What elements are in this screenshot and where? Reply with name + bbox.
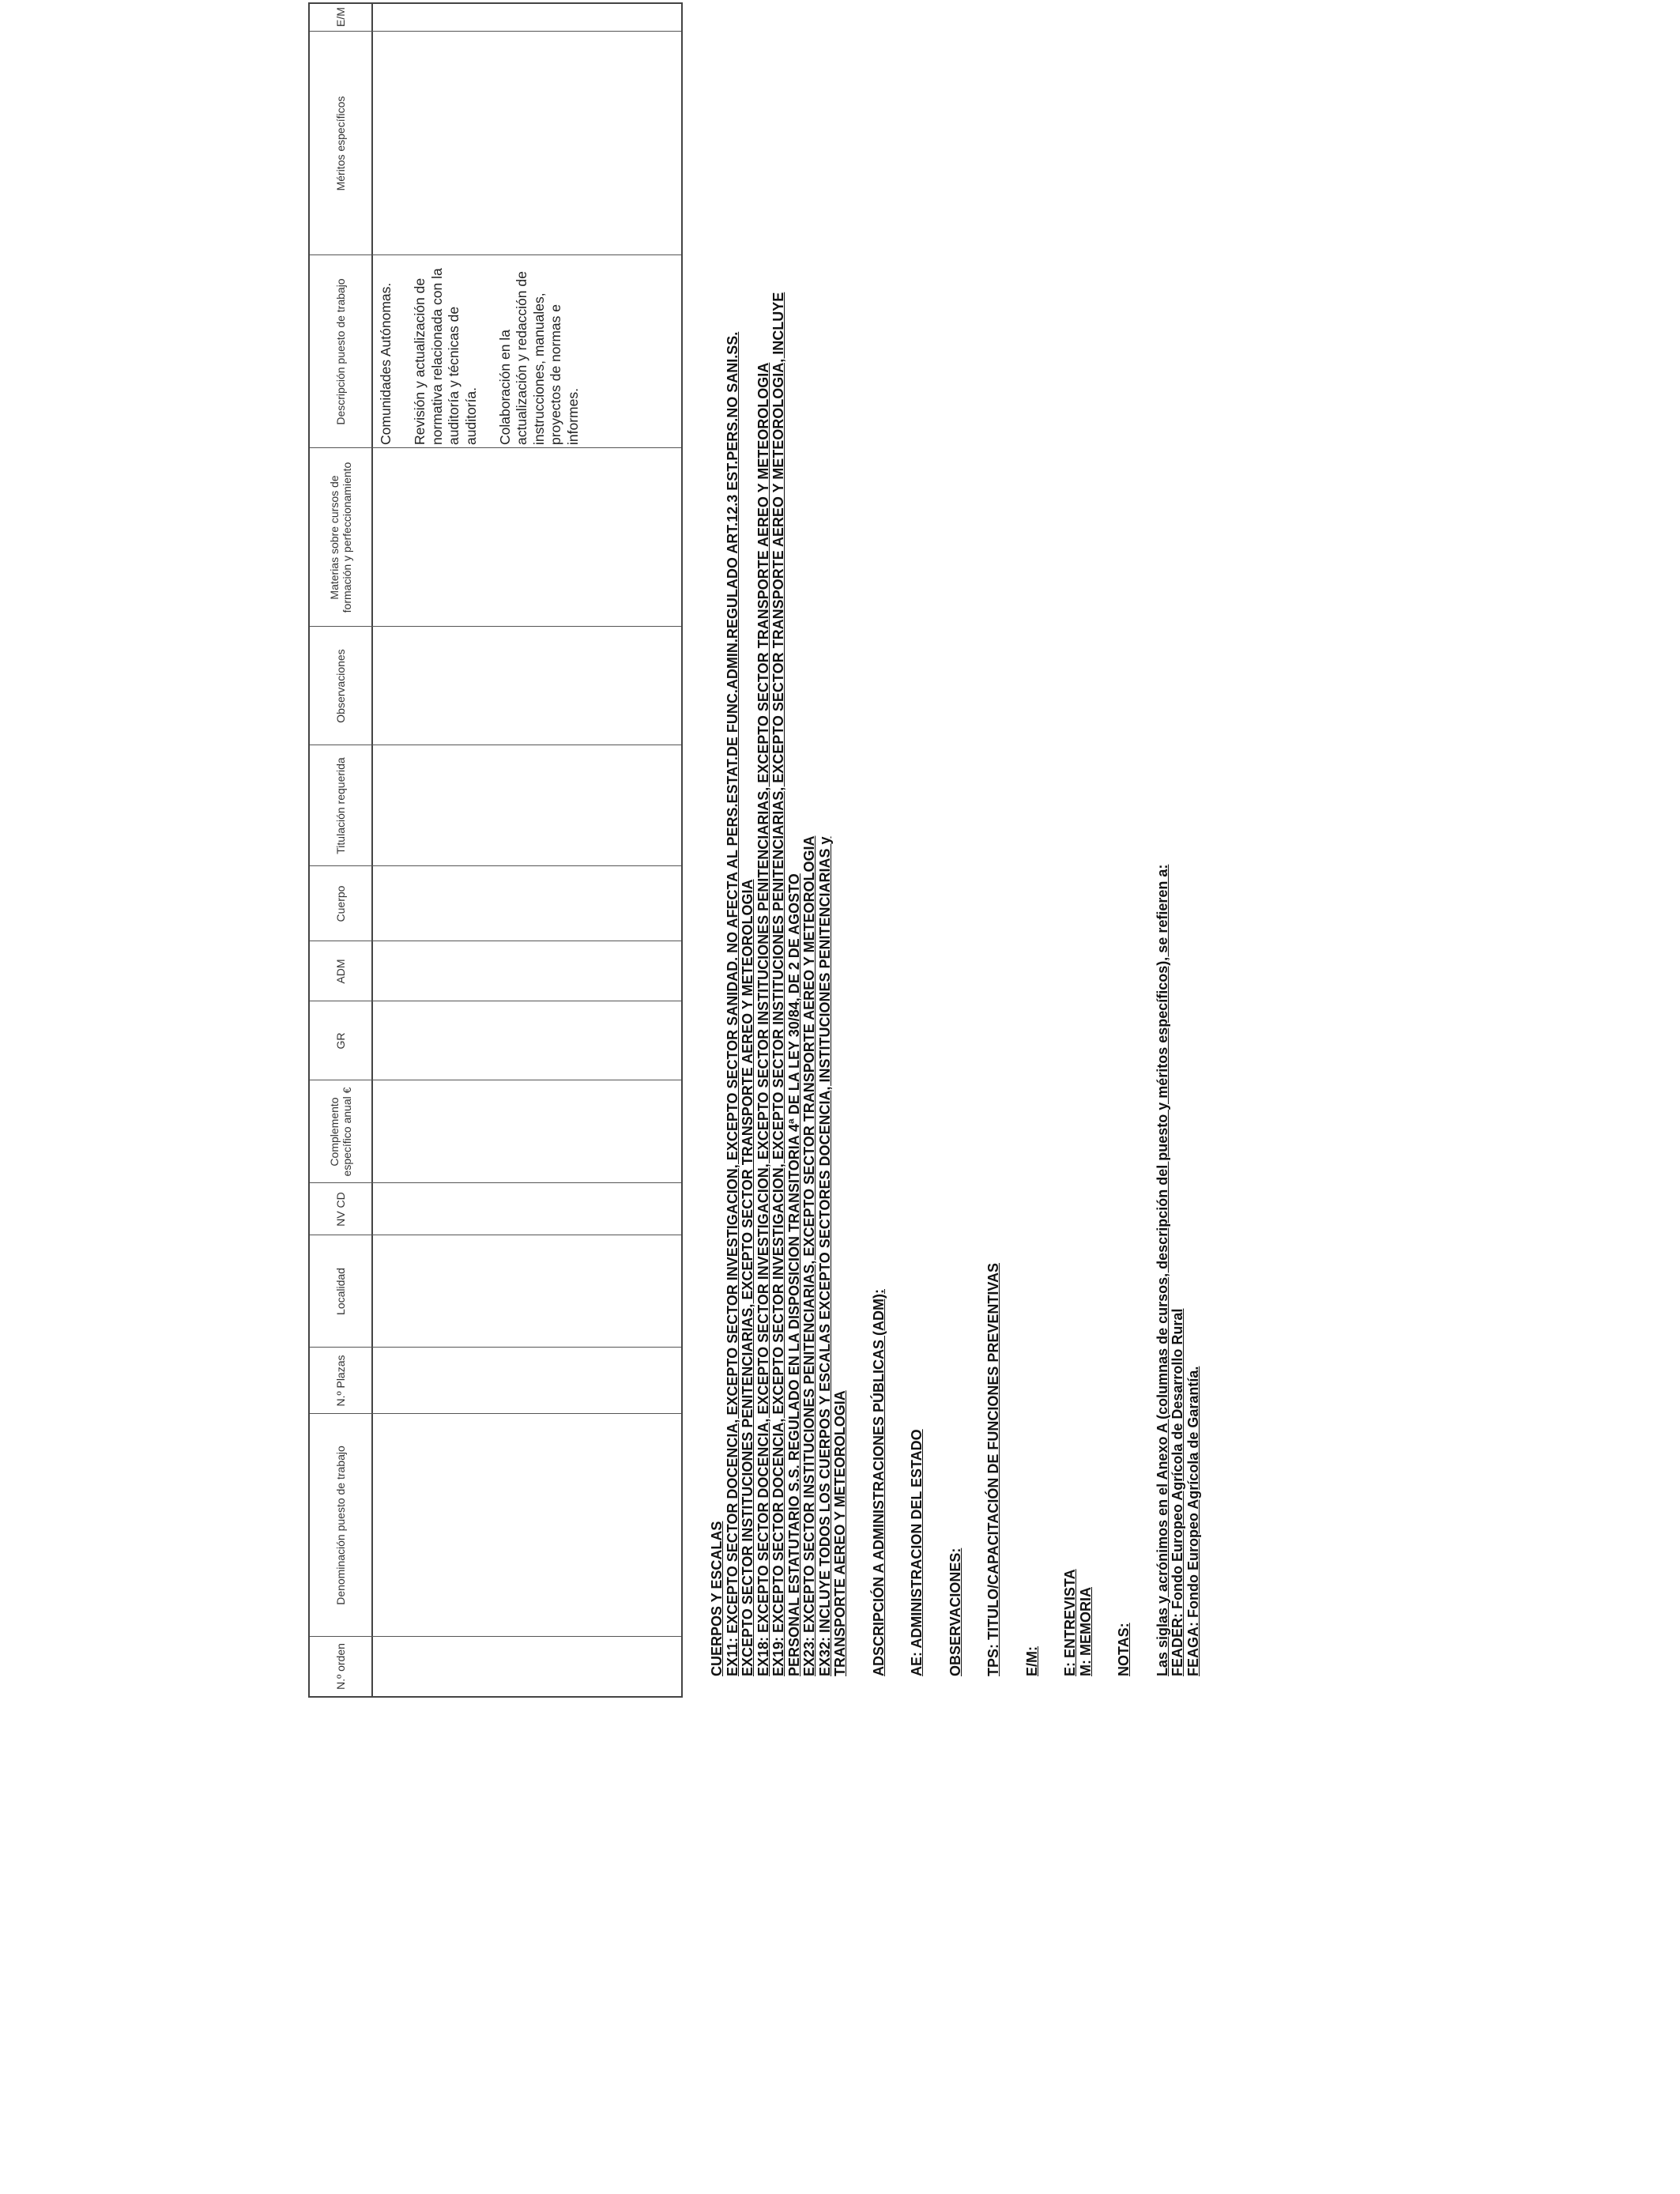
column-divider (310, 254, 681, 255)
column-divider (310, 447, 681, 448)
description-paragraph: Colaboración en la actualización y redacción de instrucciones, manuales, proyectos de normas e informes. (496, 271, 581, 445)
tps-line: TPS: TITULO/CAPACITACIÓN DE FUNCIONES PREVENTIVAS (985, 1262, 1001, 1676)
cuerpos-line: EX23: EXCEPTO SECTOR INSTITUCIONES PENITENCIARIAS, EXCEPTO SECTOR TRANSPORTE AEREO Y METEOROLOGIA (801, 835, 817, 1676)
table-body-row (373, 4, 683, 1696)
column-divider (310, 1413, 681, 1414)
siglas-line: Las siglas y acrónimos en el Anexo A (columnas de cursos, descripción del puesto y méritos específicos), se refieren a: (1154, 864, 1170, 1676)
observaciones-title: OBSERVACIONES: (947, 1547, 963, 1676)
cuerpos-line: PERSONAL ESTATUTARIO S.S. REGULADO EN LA DISPOSICION TRANSITORIA 4ª DE LA LEY 30/84, DE 2 DE AGOSTO (785, 873, 802, 1676)
column-divider (310, 865, 681, 866)
cuerpos-line: EX18: EXCEPTO SECTOR DOCENCIA, EXCEPTO SECTOR INVESTIGACION, EXCEPTO SECTOR INSTITUCIONES PENITENCIARIAS, EXCEPTO SECTOR TRANSPORTE AEREO Y METEOROLOGIA (755, 362, 771, 1676)
header-job-title: Denominación puesto de trabajo (334, 1446, 347, 1605)
description-paragraph: Comunidades Autónomas. (378, 282, 394, 445)
cuerpos-title: CUERPOS Y ESCALAS (709, 1521, 725, 1676)
header-observations: Observaciones (334, 649, 347, 723)
positions-table (308, 2, 683, 1698)
description-paragraph: Revisión y actualización de normativa relacionada con la auditoría y técnicas de auditoría. (412, 268, 479, 445)
header-specific-complement: Complemento específico anual € (328, 1087, 353, 1177)
adscripcion-title: ADSCRIPCIÓN A ADMINISTRACIONES PÚBLICAS (ADM): (870, 1289, 887, 1676)
feaga-line: FEAGA: Fondo Europeo Agrícola de Garantía. (1185, 1366, 1201, 1676)
em-title: E/M: (1023, 1646, 1040, 1676)
header-qualification: Titulación requerida (334, 757, 347, 854)
header-body: Cuerpo (334, 885, 347, 922)
job-description-cell (378, 255, 599, 448)
cuerpos-line: EX19: EXCEPTO SECTOR DOCENCIA, EXCEPTO SECTOR INVESTIGACION, EXCEPTO SECTOR INSTITUCIONES PENITENCIARIAS, EXCEPTO SECTOR TRANSPORTE AEREO Y METEOROLOGIA, INCLUYE (770, 292, 786, 1676)
header-places: N.º Plazas (334, 1355, 347, 1407)
header-specific-merits: Méritos específicos (334, 96, 347, 191)
cuerpos-line: TRANSPORTE AEREO Y METEOROLOGIA (832, 1390, 848, 1676)
table-header-row (310, 4, 373, 1696)
header-order-number: N.º orden (334, 1643, 347, 1690)
cuerpos-line: EX32: INCLUYE TODOS LOS CUERPOS Y ESCALAS EXCEPTO SECTORES DOCENCIA, INSTITUCIONES PENITENCIARIAS y (816, 836, 833, 1676)
feader-line: FEADER: Fondo Europeo Agrícola de Desarrollo Rural (1170, 1308, 1185, 1676)
header-group: GR (334, 1032, 347, 1050)
column-divider (310, 1636, 681, 1637)
header-em: E/M (334, 7, 347, 27)
header-job-description: Descripción puesto de trabajo (334, 278, 347, 425)
ae-line: AE: ADMINISTRACION DEL ESTADO (909, 1429, 925, 1676)
e-line: E: ENTREVISTA (1062, 1569, 1078, 1676)
notas-title: NOTAS: (1116, 1623, 1132, 1676)
cuerpos-line: EX11: EXCEPTO SECTOR DOCENCIA, EXCEPTO SECTOR INVESTIGACION, EXCEPTO SECTOR SANIDAD. NO AFECTA AL PERS.ESTAT.DE FUNC.ADMIN.REGULADO ART.12.3 EST.PERS.NO SANI.SS. (724, 331, 740, 1676)
column-divider (310, 31, 681, 32)
header-level: NV CD (334, 1192, 347, 1227)
legend-notes (710, 96, 1201, 1676)
m-line: M: MEMORIA (1077, 1587, 1094, 1676)
column-divider (310, 1347, 681, 1348)
column-divider (310, 1182, 681, 1183)
header-training-subjects: Materias sobre cursos de formación y perfeccionamiento (328, 462, 353, 613)
cuerpos-line: EXCEPTO SECTOR INSTITUCIONES PENITENCIARIAS, EXCEPTO SECTOR TRANSPORTE AEREO Y METEOROLOGIA (740, 879, 755, 1676)
header-administration: ADM (334, 959, 347, 984)
header-location: Localidad (334, 1268, 347, 1315)
column-divider (310, 626, 681, 627)
